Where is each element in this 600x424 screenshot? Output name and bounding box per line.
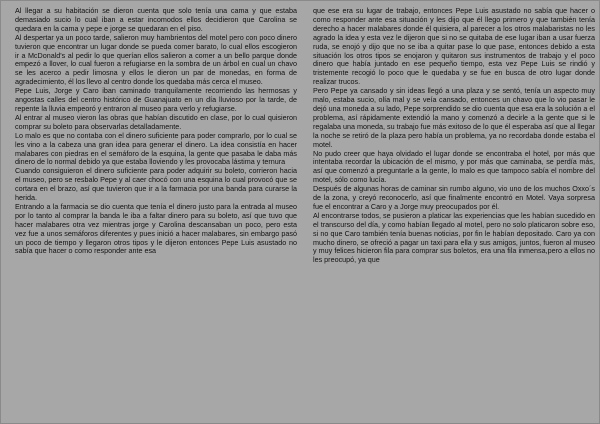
right-text-column [313,7,595,419]
paragraph: Entrando a la farmacia se dio cuenta que tenía el dinero justo para la entrada al museo por lo tanto al comprar la banda le iba a faltar dinero para su boleto, así que tuvo que hacer malabares otra vez mientras jorge y Carolina descansaban un poco, pero esta vez fue a unos semáforos diferentes y pues inició a hacer malabares, sin embargo pasó un poco de tiempo y llegaron otros tipos y le dijeron entonces Pepe Luis asustado no sabía que hacer o como responder ante esa [15,201,297,256]
paragraph: Pero Pepe ya cansado y sin ideas llegó a una plaza y se sentó, tenía un aspecto muy malo, estaba sucio, olía mal y se veía cansado, entonces un chavo que lo vio pasar le dejó una moneda a su lado, Pepe sorprendido se dio cuenta que esa era la solución a el problema, así rápidamente extendió la mano y comenzó a decirle a la gente que si le regalaba una moneda, su trabajo fue más exitoso de lo que él esperaba así que al llegar la noche se retiró de la plaza pero había un problema, ya no recordaba donde estaba el motel. [313,86,595,149]
paragraph: Lo malo es que no contaba con el dinero suficiente para poder comprarlo, por lo cual se les vino a la cabeza una gran idea para generar el dinero. La idea consistía en hacer malabares con piedras en el semáforo de la esquina, la gente que pasaba le daba más dinero de lo normal debido ya que estaba lloviendo y les provocaba lástima y ternura [15,130,297,167]
paragraph: Después de algunas horas de caminar sin rumbo alguno, vio uno de los muchos Oxxo´s de la zona, y creyó reconocerlo, así que finalmente encontró en Motel. Vaya sorpresa fue el encontrar a Caro y a Jorge muy preocupados por él. [313,184,595,211]
paragraph: Pepe Luis, Jorge y Caro iban caminado tranquilamente recorriendo las hermosas y angostas calles del centro histórico de Guanajuato en un día lluvioso por la tarde, de repente la lluvia empeoró y entraron al museo para verlo y refugiarse. [15,86,297,113]
paragraph: No pudo creer que haya olvidado el lugar donde se encontraba el hotel, por más que intentaba recordar la ubicación de el mismo, y por más que caminaba, se perdía más, así que comenzó a preguntarle a la gente, lo malo es que tampoco sabía el nombre del motel, sólo como lucía. [313,148,595,185]
paragraph: que ese era su lugar de trabajo, entonces Pepe Luis asustado no sabía que hacer o como responder ante esa situación y les dijo que él llego primero y que también tenía derecho a hacer malabares donde él quisiera, al parecer a los otros malabaristas no les agrado la idea y esta vez le dijeron que si no se quitaba de ese lugar iban a usar fuerza ruda, se enojó y dijo que no se iba a quitar pase lo que pase, entonces debido a esta situación los otros tipos se enojaron y quitaron sus instrumentos de trabajo y el poco dinero que había juntado en ese pequeño tiempo, esta vez Pepe Luis se rindió y tristemente recogió lo poco que le quedaba y se fue en busca de otro lugar donde realizar trucos. [313,7,595,87]
left-text-column [15,7,297,419]
paragraph: Cuando consiguieron el dinero suficiente para poder adquirir su boleto, corrieron hacia el museo, pero se resbalo Pepe y al caer chocó con una esquina lo cual provocó que se cortara en el brazo, así que tuvieron que ir a la farmacia por una banda para curarse la herida. [15,166,297,203]
paragraph: Al despertar ya un poco tarde, salieron muy hambrientos del motel pero con poco dinero tuvieron que encontrar un lugar donde se pueda comer barato, lo cual ellos escogieron ir a McDonald's al pedir lo que querían ellos salieron a comer a un bello parque donde empezó a llover, lo cual fueron a refugiarse en la sombra de un árbol en cual un chavo se les acerco a pedir limosna y ellos le dieron un par de monedas, en forma de agradecimiento, él los llevo al centro donde los quedaba más cerca el museo. [15,32,297,87]
paragraph: Al llegar a su habitación se dieron cuenta que solo tenía una cama y que estaba demasiado sucio lo cual iban a estar incomodos ellos decidieron que Carolina se quedara en la cama y pepe e jorge se quedaran en el piso. [15,7,297,33]
paragraph: Al entrar al museo vieron las obras que habían discutido en clase, por lo cual quisieron comprar su boleto para observarlas detalladamente. [15,112,297,131]
paragraph: Al encontrarse todos, se pusieron a platicar las experiencias que les habían sucedido en el transcurso del día, y como habían llegado al motel, pero no solo platicaron sobre eso, si no que Caro también tenía buenas noticias, por fin le habían depositado. Caro ya con mucho dinero, se ofreció a pagar un taxi para ella y sus amigos, juntos, fueron al museo y muy felices hicieron fila para comprar sus boletos, era una fila inmensa,pero a ellos no les preocupó, ya que [313,210,595,265]
